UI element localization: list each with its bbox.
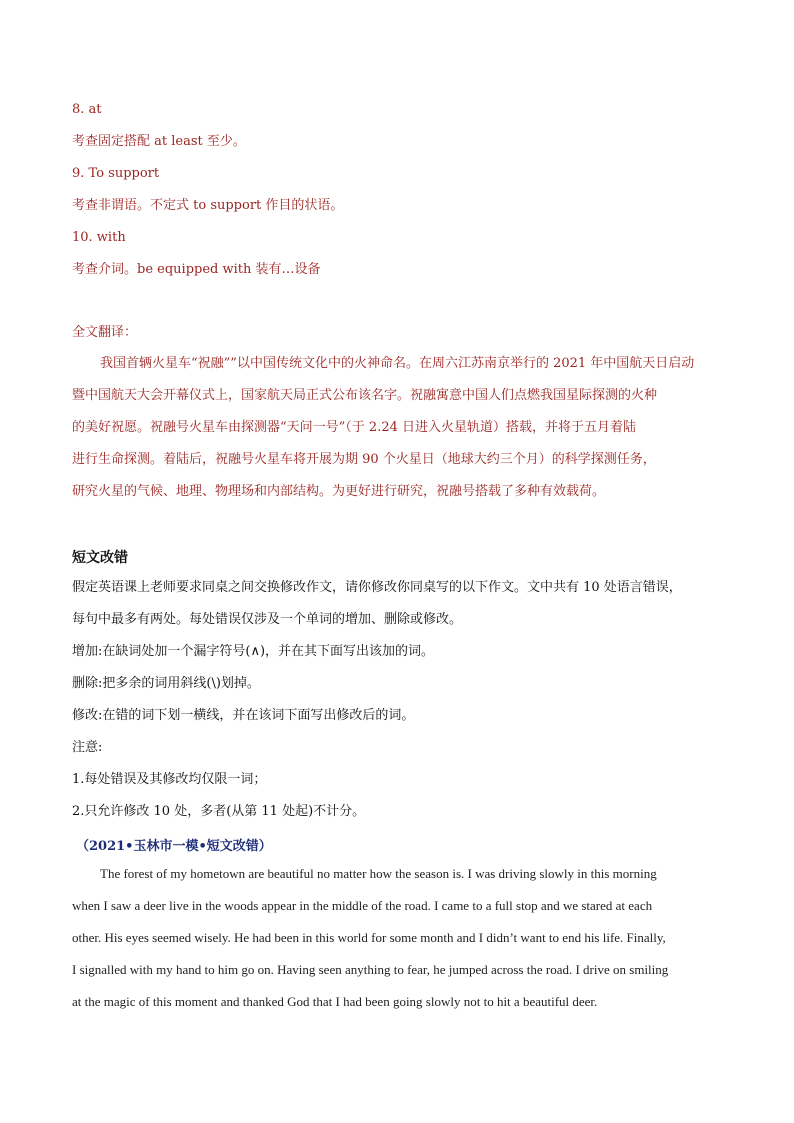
instruction-line: 每句中最多有两处。每处错误仅涉及一个单词的增加、删除或修改。	[72, 612, 463, 627]
instruction-line: 假定英语课上老师要求同桌之间交换修改作文，请你修改你同桌写的以下作文。文中共有 10 处语言错误，	[72, 580, 682, 595]
answer-8-explanation: 考查固定搭配 at least 至少。	[72, 134, 246, 149]
passage-line: other. His eyes seemed wisely. He had been in this world for some month and I didn’t want to end his life. Finally,	[72, 930, 666, 945]
instruction-line: 2.只允许修改 10 处，多者(从第 11 处起)不计分。	[72, 804, 366, 819]
translation-line: 的美好祝愿。祝融号火星车由探测器“天问一号”（于 2.24 日进入火星轨道）搭载，并将于五月着陆	[72, 420, 637, 435]
translation-line: 进行生命探测。着陆后，祝融号火星车将开展为期 90 个火星日（地球大约三个月）的科学探测任务，	[72, 452, 656, 467]
translation-line: 暨中国航天大会开幕仪式上，国家航天局正式公布该名字。祝融寓意中国人们点燃我国星际探测的火种	[72, 388, 658, 403]
instruction-line: 注意:	[72, 740, 103, 755]
passage-line: I signalled with my hand to him go on. Having seen anything to fear, he jumped across the road. I drive on smiling	[72, 962, 669, 977]
answer-10-item: 10. with	[72, 230, 126, 245]
answer-9-item: 9. To support	[72, 166, 160, 181]
answer-8-item: 8. at	[72, 102, 102, 117]
passage-line: when I saw a deer live in the woods appear in the middle of the road. I came to a full stop and we stared at each	[72, 898, 653, 913]
answer-9-explanation: 考查非谓语。不定式 to support 作目的状语。	[72, 198, 344, 213]
translation-line: 我国首辆火星车“祝融””以中国传统文化中的火神命名。在周六江苏南京举行的 2021 年中国航天日启动	[100, 356, 695, 371]
translation-line: 研究火星的气候、地理、物理场和内部结构。为更好进行研究，祝融号搭载了多种有效载荷。	[72, 484, 606, 499]
instruction-line: 1.每处错误及其修改均仅限一词；	[72, 772, 267, 787]
passage-line: The forest of my hometown are beautiful no matter how the season is. I was driving slowly in this morning	[100, 866, 657, 881]
instruction-line: 修改:在错的词下划一横线，并在该词下面写出修改后的词。	[72, 708, 415, 723]
section-title: 短文改错	[72, 550, 128, 566]
passage-line: at the magic of this moment and thanked God that I had been going slowly not to hit a beautiful deer.	[72, 994, 598, 1009]
answer-10-explanation: 考查介词。be equipped with 装有…设备	[72, 262, 321, 277]
instruction-line: 删除:把多余的词用斜线(\)划掉。	[72, 676, 260, 691]
question-source: （2021•玉林市一模•短文改错）	[76, 839, 272, 854]
instruction-line: 增加:在缺词处加一个漏字符号(∧)，并在其下面写出该加的词。	[72, 644, 435, 659]
translation-label: 全文翻译：	[72, 325, 138, 340]
